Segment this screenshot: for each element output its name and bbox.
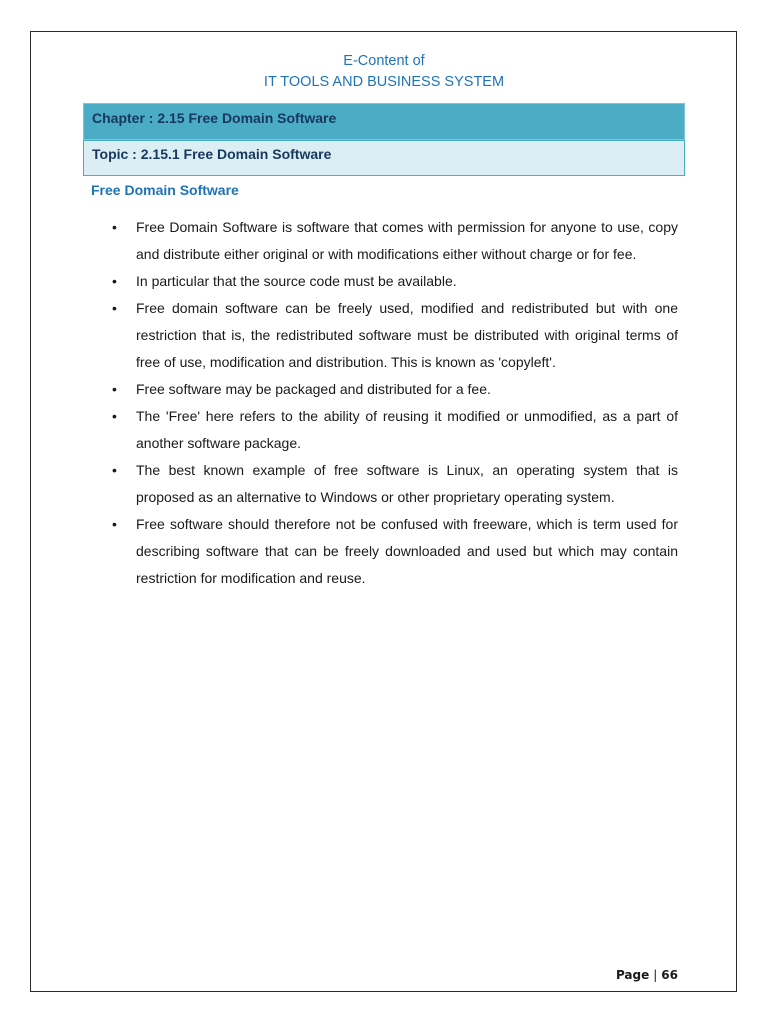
page-number: 66 <box>661 968 678 982</box>
list-item-text: Free software may be packaged and distributed for a fee. <box>136 381 491 397</box>
bullet-icon: • <box>112 408 117 424</box>
header-line-1: E-Content of <box>343 53 425 69</box>
list-item-text: In particular that the source code must be available. <box>136 273 457 289</box>
list-item-text: Free software should therefore not be confused with freeware, which is term used for describing software that can be freely downloaded and used but which may contain restriction for modification and reuse. <box>136 516 678 586</box>
topic-title: Topic : 2.15.1 Free Domain Software <box>92 146 332 162</box>
chapter-title: Chapter : 2.15 Free Domain Software <box>92 110 337 126</box>
list-item <box>110 457 678 511</box>
section-heading: Free Domain Software <box>91 182 239 198</box>
header-line-2: IT TOOLS AND BUSINESS SYSTEM <box>263 74 505 90</box>
bullet-icon: • <box>112 516 117 532</box>
list-item-text: Free Domain Software is software that comes with permission for anyone to use, copy and distribute either original or with modifications either without charge or for fee. <box>136 219 678 262</box>
page-label: Page <box>615 968 650 982</box>
list-item-text: The best known example of free software is Linux, an operating system that is proposed as an alternative to Windows or other proprietary operating system. <box>136 462 678 505</box>
bullet-list <box>110 214 678 592</box>
bullet-icon: • <box>112 219 117 235</box>
page-footer <box>616 968 678 982</box>
bullet-icon: • <box>112 273 117 289</box>
list-item <box>110 403 678 457</box>
document-header <box>0 51 768 93</box>
bullet-icon: • <box>112 381 117 397</box>
topic-bar <box>83 140 685 176</box>
list-item <box>110 214 678 268</box>
list-item-text: Free domain software can be freely used, modified and redistributed but with one restriction that is, the redistributed software must be distributed with original terms of free of use, modification and distribution. This is known as 'copyleft'. <box>136 300 678 370</box>
list-item-text: The 'Free' here refers to the ability of reusing it modified or unmodified, as a part of another software package. <box>136 408 678 451</box>
list-item <box>110 268 678 295</box>
page-separator: | <box>653 968 658 982</box>
list-item <box>110 295 678 376</box>
bullet-icon: • <box>112 300 117 316</box>
list-item <box>110 511 678 592</box>
bullet-icon: • <box>112 462 117 478</box>
list-item <box>110 376 678 403</box>
chapter-bar <box>83 103 685 140</box>
